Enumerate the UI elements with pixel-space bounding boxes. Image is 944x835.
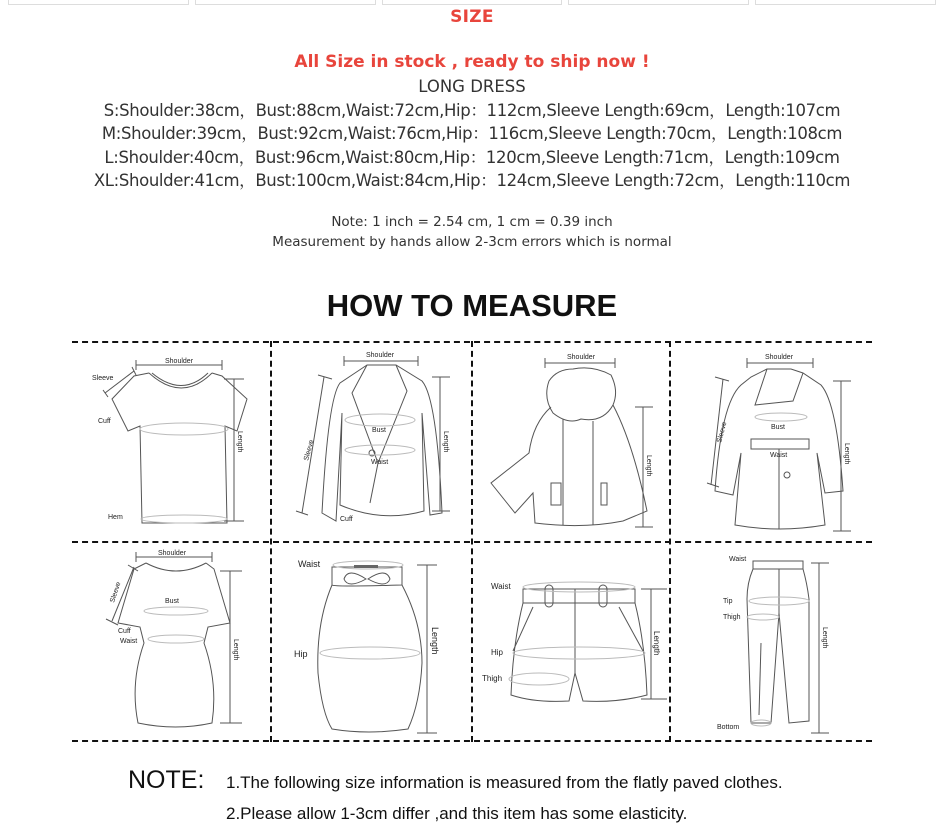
- svg-text:Thigh: Thigh: [723, 614, 741, 621]
- trench-coat-icon: [671, 343, 872, 539]
- note-item: 2.Please allow 1-3cm differ ,and this item has some elasticity.: [226, 804, 688, 823]
- note-label: NOTE:: [128, 766, 205, 794]
- svg-text:Length: Length: [236, 431, 243, 453]
- svg-text:Waist: Waist: [770, 452, 788, 459]
- tshirt-icon: [72, 343, 268, 539]
- svg-text:Sleeve: Sleeve: [303, 439, 316, 462]
- svg-text:Shoulder: Shoulder: [366, 352, 395, 359]
- diagram-trench-coat: [671, 343, 872, 539]
- shorts-icon: [473, 543, 668, 739]
- thumbnail[interactable]: [195, 0, 376, 5]
- svg-text:Hip: Hip: [491, 648, 504, 657]
- thumbnail[interactable]: [755, 0, 936, 5]
- stock-notice: All Size in stock , ready to ship now !: [294, 52, 650, 72]
- cape-icon: [473, 343, 668, 539]
- size-heading: SIZE: [450, 7, 494, 27]
- svg-text:Thigh: Thigh: [482, 674, 503, 683]
- thumbnail[interactable]: [8, 0, 189, 5]
- diagram-trousers: [671, 543, 872, 739]
- how-to-measure-title: HOW TO MEASURE: [326, 288, 618, 323]
- size-chart: [0, 99, 944, 192]
- svg-text:Cuff: Cuff: [118, 628, 131, 635]
- size-row-m: M:Shoulder:39cm，Bust:92cm,Waist:76cm,Hip：116cm,Sleeve Length:70cm，Length:108cm: [101, 124, 843, 144]
- svg-text:Hip: Hip: [294, 649, 308, 659]
- diagram-skirt: [272, 543, 470, 739]
- svg-text:Shoulder: Shoulder: [765, 354, 794, 361]
- thumbnail[interactable]: [568, 0, 749, 5]
- svg-text:Bottom: Bottom: [717, 724, 740, 731]
- conversion-note: Note: 1 inch = 2.54 cm, 1 cm = 0.39 inch: [331, 214, 613, 230]
- dress-icon: [72, 543, 268, 739]
- svg-text:Waist: Waist: [298, 559, 321, 569]
- svg-text:Cuff: Cuff: [340, 516, 353, 523]
- size-row-l: L:Shoulder:40cm，Bust:96cm,Waist:80cm,Hip：120cm,Sleeve Length:71cm，Length:109cm: [104, 147, 840, 167]
- svg-text:Shoulder: Shoulder: [567, 354, 596, 361]
- svg-text:Sleeve: Sleeve: [92, 375, 114, 382]
- svg-text:Bust: Bust: [771, 424, 786, 431]
- svg-text:Bust: Bust: [372, 427, 387, 434]
- svg-text:Cuff: Cuff: [98, 418, 111, 425]
- size-row-xl: XL:Shoulder:41cm，Bust:100cm,Waist:84cm,Hip：124cm,Sleeve Length:72cm，Length:110cm: [93, 170, 851, 190]
- svg-text:Length: Length: [442, 431, 449, 453]
- svg-text:Hem: Hem: [108, 514, 123, 521]
- svg-text:Waist: Waist: [120, 638, 138, 645]
- svg-text:Length: Length: [821, 627, 828, 649]
- product-name: LONG DRESS: [418, 77, 526, 96]
- svg-text:Length: Length: [232, 639, 239, 661]
- diagram-tshirt: [72, 343, 268, 539]
- svg-text:Bust: Bust: [165, 598, 180, 605]
- svg-text:Shoulder: Shoulder: [158, 550, 187, 557]
- size-row-s: S:Shoulder:38cm，Bust:88cm,Waist:72cm,Hip：112cm,Sleeve Length:69cm，Length:107cm: [103, 101, 841, 120]
- skirt-icon: [272, 543, 470, 739]
- svg-text:Sleeve: Sleeve: [109, 581, 123, 604]
- svg-text:Length: Length: [843, 443, 850, 465]
- svg-text:Length: Length: [652, 631, 661, 656]
- svg-text:Length: Length: [430, 627, 440, 655]
- svg-text:Tip: Tip: [723, 598, 733, 605]
- svg-text:Length: Length: [645, 455, 652, 477]
- svg-text:Sleeve: Sleeve: [716, 421, 729, 444]
- trousers-icon: [671, 543, 872, 739]
- svg-text:Shoulder: Shoulder: [165, 358, 194, 365]
- tolerance-note: Measurement by hands allow 2-3cm errors which is normal: [272, 234, 672, 250]
- blazer-icon: [272, 343, 470, 539]
- svg-text:Waist: Waist: [491, 582, 511, 591]
- diagram-dress: [72, 543, 268, 739]
- measurement-notes: [0, 212, 944, 252]
- svg-text:Waist: Waist: [729, 556, 747, 563]
- svg-text:Waist: Waist: [371, 459, 389, 466]
- thumbnail[interactable]: [382, 0, 563, 5]
- diagram-shorts: [473, 543, 668, 739]
- diagram-cape: [473, 343, 668, 539]
- note-item: 1.The following size information is measured from the flatly paved clothes.: [226, 773, 783, 792]
- diagram-blazer: [272, 343, 470, 539]
- thumbnail-strip: [8, 0, 936, 5]
- measure-diagram-grid: [72, 341, 872, 742]
